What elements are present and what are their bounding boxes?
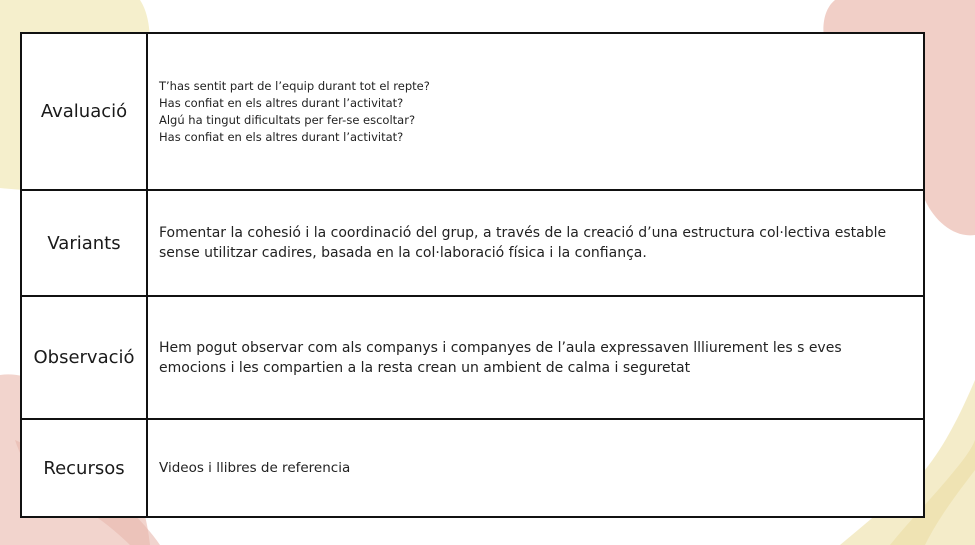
evaluation-question: T’has sentit part de l’equip durant tot el repte?: [159, 78, 430, 93]
table-row: [21, 33, 924, 190]
row-content-recursos: [147, 419, 924, 517]
row-label-variants: Variants: [21, 190, 147, 296]
observation-text: Hem pogut observar com als companys i companyes de l’aula expressaven llliurement les s eves emocions i les compartien a la resta crean un ambient de calma i seguretat: [159, 339, 842, 376]
evaluation-question: Algú ha tingut dificultats per fer-se escoltar?: [159, 112, 416, 127]
row-content-variants: [147, 190, 924, 296]
table-row: [21, 190, 924, 296]
activity-table: [20, 32, 925, 518]
resources-text: Videos i llibres de referencia: [159, 460, 351, 476]
evaluation-question: Has confiat en els altres durant l’activitat?: [159, 129, 404, 144]
row-content-avaluacio: [147, 33, 924, 190]
table-row: [21, 419, 924, 517]
row-label-recursos: Recursos: [21, 419, 147, 517]
row-label-observacio: Observació: [21, 296, 147, 419]
variants-text: Fomentar la cohesió i la coordinació del grup, a través de la creació d’una estructura col·lectiva estable sense utilitzar cadires, basada en la col·laboració física i la confiança.: [159, 225, 887, 261]
row-label-avaluacio: Avaluació: [21, 33, 147, 190]
evaluation-questions: [159, 78, 913, 146]
evaluation-question: Has confiat en els altres durant l’activitat?: [159, 95, 404, 110]
row-content-observacio: [147, 296, 924, 419]
table-row: [21, 296, 924, 419]
